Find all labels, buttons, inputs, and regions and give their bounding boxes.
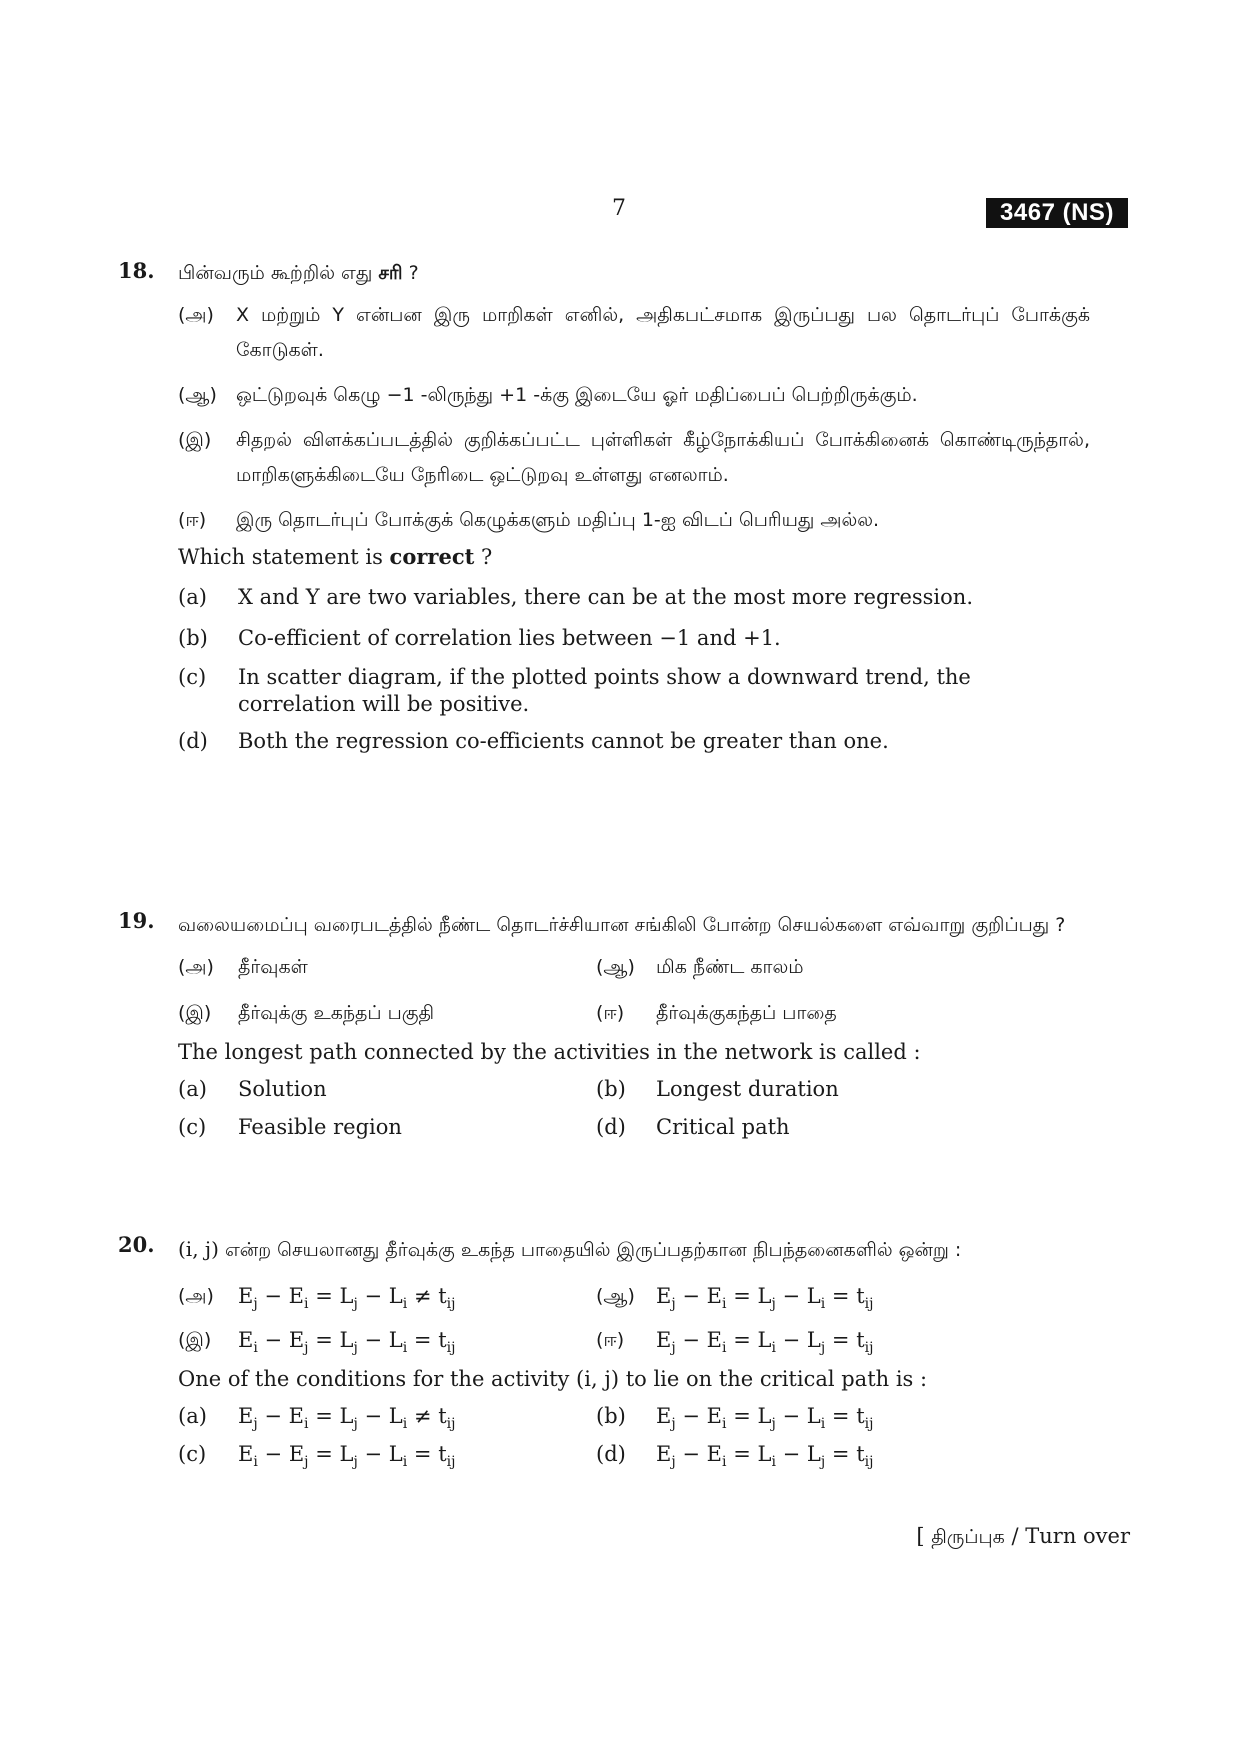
paper-code-badge: 3467 (NS)	[986, 198, 1128, 228]
option-d: (d) Critical path	[596, 1115, 790, 1139]
option-ta-1: (அ) $E_j - E_i = L_j - L_i \ne t_{ij}$	[178, 1284, 456, 1312]
turn-over-note: [ திருப்புக / Turn over	[916, 1524, 1130, 1548]
formula: $E_j - E_i = L_j - L_i = t_{ij}$	[656, 1404, 874, 1432]
option-a: (a) $E_j - E_i = L_j - L_i \ne t_{ij}$	[178, 1404, 456, 1432]
option-ta-2: (ஆ) மிக நீண்ட காலம்	[596, 956, 804, 978]
option-ta-1: (அ) தீர்வுகள்	[178, 956, 308, 978]
option-ta-1: (அ) X மற்றும் Y என்பன இரு மாறிகள் எனில், அதிகபட்சமாக இருப்பது பல தொடர்புப் போக்குக் கோடுகள்.	[178, 304, 1090, 361]
question-stem-english: One of the conditions for the activity (i, j) to lie on the critical path is :	[178, 1367, 928, 1391]
formula: $E_i - E_j = L_j - L_i = t_{ij}$	[238, 1442, 456, 1470]
question-number: 19.	[118, 908, 155, 933]
option-ta-3: (இ) தீர்வுக்கு உகந்தப் பகுதி	[178, 1002, 435, 1024]
option-b: (b) Co-efficient of correlation lies between −1 and +1.	[178, 626, 781, 650]
question-stem-english: The longest path connected by the activities in the network is called :	[178, 1040, 921, 1064]
option-d: (d) $E_j - E_i = L_i - L_j = t_{ij}$	[596, 1442, 874, 1470]
question-number: 18.	[118, 258, 155, 283]
option-ta-2: (ஆ) ஒட்டுறவுக் கெழு −1 -லிருந்து +1 -க்கு இடையே ஓர் மதிப்பைப் பெற்றிருக்கும்.	[178, 384, 918, 406]
option-a: (a) Solution	[178, 1077, 327, 1101]
option-ta-4: (ஈ) $E_j - E_i = L_i - L_j = t_{ij}$	[596, 1328, 874, 1356]
option-ta-2: (ஆ) $E_j - E_i = L_j - L_i = t_{ij}$	[596, 1284, 874, 1312]
formula: $E_j - E_i = L_j - L_i \ne t_{ij}$	[238, 1404, 456, 1432]
formula: $E_i - E_j = L_j - L_i = t_{ij}$	[238, 1328, 456, 1356]
option-ta-3: (இ) சிதறல் விளக்கப்படத்தில் குறிக்கப்பட்ட புள்ளிகள் கீழ்நோக்கியப் போக்கினைக் கொண்டிருந்தால், மாறிகளுக்கிடையே நேரிடை ஒட்டுறவு உள்ளது எனலாம்.	[178, 429, 1090, 486]
question-stem-tamil: (i, j) என்ற செயலானது தீர்வுக்கு உகந்த பாதையில் இருப்பதற்கான நிபந்தனைகளில் ஒன்று :	[178, 1237, 962, 1261]
formula: $E_j - E_i = L_j - L_i = t_{ij}$	[656, 1284, 874, 1312]
question-stem-tamil: பின்வரும் கூற்றில் எது சரி ?	[178, 262, 419, 284]
formula: $E_j - E_i = L_i - L_j = t_{ij}$	[656, 1328, 874, 1356]
option-c: (c) $E_i - E_j = L_j - L_i = t_{ij}$	[178, 1442, 456, 1470]
option-c: (c) Feasible region	[178, 1115, 402, 1139]
question-number: 20.	[118, 1232, 155, 1257]
formula: $E_j - E_i = L_j - L_i \ne t_{ij}$	[238, 1284, 456, 1312]
option-c: (c) In scatter diagram, if the plotted points show a downward trend, the correlation will be positive.	[178, 665, 971, 716]
option-b: (b) $E_j - E_i = L_j - L_i = t_{ij}$	[596, 1404, 874, 1432]
formula: $E_j - E_i = L_i - L_j = t_{ij}$	[656, 1442, 874, 1470]
option-ta-4: (ஈ) தீர்வுக்குகந்தப் பாதை	[596, 1002, 837, 1024]
option-ta-3: (இ) $E_i - E_j = L_j - L_i = t_{ij}$	[178, 1328, 456, 1356]
option-b: (b) Longest duration	[596, 1077, 839, 1101]
option-ta-4: (ஈ) இரு தொடர்புப் போக்குக் கெழுக்களும் மதிப்பு 1-ஐ விடப் பெரியது அல்ல.	[178, 509, 880, 531]
page-number: 7	[612, 196, 626, 221]
question-stem-tamil: வலையமைப்பு வரைபடத்தில் நீண்ட தொடர்ச்சியான சங்கிலி போன்ற செயல்களை எவ்வாறு குறிப்பது ?	[178, 914, 1066, 936]
question-stem-english: Which statement is correct ?	[178, 544, 493, 569]
option-a: (a) X and Y are two variables, there can be at the most more regression.	[178, 585, 973, 609]
option-d: (d) Both the regression co-efficients cannot be greater than one.	[178, 729, 889, 753]
